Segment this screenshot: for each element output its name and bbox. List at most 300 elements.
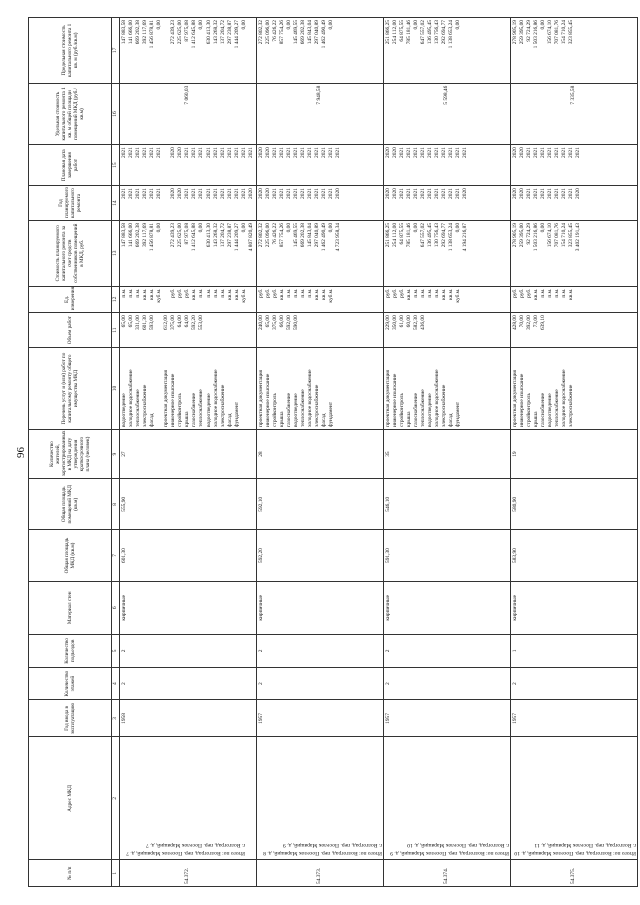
work-unit: п.м. [135, 288, 142, 298]
column-header: № п/п [29, 860, 112, 887]
cell-work-item [120, 348, 257, 430]
work-year: 2020 [257, 188, 264, 199]
cell-work-cost [256, 220, 383, 286]
work-cost: 225 096,00 [264, 222, 271, 248]
address-line: Итого по: Волгоград, пер. Поселок Марящий, д. 8 [262, 850, 382, 857]
work-volume: 229,00 [384, 315, 391, 331]
column-number: 3 [112, 700, 120, 737]
cell-area [510, 530, 637, 581]
work-cost: 0,00 [156, 222, 163, 233]
work-volume: 65,00 [128, 315, 135, 328]
limit-cost: 0,00 [240, 20, 247, 30]
work-year: 2021 [198, 188, 205, 199]
work-item: стройконтроль [525, 393, 532, 427]
column-header: Плановая дата завершения работ [29, 145, 112, 186]
cell-entrances [256, 634, 383, 667]
work-volume: 590,00 [293, 315, 300, 331]
work-unit: куб.м. [455, 288, 462, 303]
work-item: водоотведение [293, 393, 300, 427]
work-item: холодное водоснабжение [128, 369, 135, 427]
work-cost: 297 040,89 [314, 222, 321, 248]
work-date: 2021 [413, 147, 420, 158]
work-unit: п.м. [205, 288, 212, 298]
cell-area [383, 530, 510, 581]
cell-limit-cost [510, 18, 637, 84]
work-item: проектная документация [163, 369, 170, 427]
work-year: 2020 [170, 188, 177, 199]
table-row [120, 18, 257, 887]
work-volume: 60,00 [405, 315, 412, 328]
limit-cost: 292 694,77 [441, 20, 448, 45]
work-year: 2020 [511, 188, 518, 199]
work-year: 2021 [205, 188, 212, 199]
work-item: крыша [278, 411, 285, 427]
column-number: 15 [112, 145, 120, 186]
cell-entrances [510, 634, 637, 667]
work-date: 2020 [384, 147, 391, 158]
total-date: 2021 [575, 147, 582, 158]
work-year: 2021 [455, 188, 462, 199]
work-cost: 254 112,00 [391, 222, 398, 248]
limit-cost: 278 905,19 [511, 20, 518, 45]
work-item: инженерное изыскание [170, 373, 177, 427]
work-cost: 0,00 [286, 222, 293, 233]
value-year: 1957 [257, 713, 264, 724]
work-item: проектная документация [257, 369, 264, 427]
column-header: Объем работ [29, 313, 112, 348]
work-unit: руб. [177, 288, 184, 298]
work-item: водоотведение [205, 393, 212, 427]
work-year: 2021 [540, 188, 547, 199]
row-number-cell [510, 860, 637, 887]
work-date: 2021 [240, 147, 247, 158]
work-year: 2021 [434, 188, 441, 199]
work-cost: 64 875,55 [398, 222, 405, 245]
limit-cost: 87 975,08 [184, 20, 191, 42]
work-item: проектная документация [511, 369, 518, 427]
value-entrances: 1 [511, 649, 518, 653]
table-row [256, 18, 383, 887]
cell-residents [120, 430, 257, 479]
work-date: 2021 [554, 147, 561, 158]
work-cost: 0,00 [455, 222, 462, 233]
limit-cost: 147 883,58 [121, 20, 127, 45]
work-cost: 1 412 645,88 [191, 222, 198, 252]
work-unit: руб. [511, 288, 518, 298]
limit-cost: 297 238,87 [226, 20, 233, 45]
work-volume: 64,00 [184, 315, 191, 328]
limit-cost: 272 802,32 [257, 20, 264, 45]
work-item: фасад [149, 413, 156, 427]
column-header: Общая площадь помещений МКД (кв.м) [29, 479, 112, 530]
cell-work-cost [510, 220, 637, 286]
work-year: 2021 [554, 188, 561, 199]
work-unit: куб.м. [240, 288, 247, 303]
row-number-cell [256, 860, 383, 887]
value-floors: 2 [121, 682, 127, 685]
work-unit: п.м. [427, 288, 434, 298]
column-header: Стоимость планируемого капитального ремонта за счет средств собственников помещений в МКД, руб. [29, 220, 112, 286]
column-header: Год планируемого капитального ремонта [29, 186, 112, 221]
work-item: теплоснабжение [554, 389, 561, 427]
work-year: 2020 [264, 188, 271, 199]
work-year: 2021 [135, 188, 142, 199]
cell-area [120, 530, 257, 581]
work-cost: 156 674,10 [547, 222, 554, 248]
work-unit: руб. [257, 288, 264, 298]
work-date: 2020 [511, 147, 518, 158]
cell-work-year [510, 186, 637, 221]
work-cost: 278 905,19 [511, 222, 518, 248]
work-item: стройконтроль [271, 393, 278, 427]
work-item: стройконтроль [398, 393, 405, 427]
work-unit: п.м. [434, 288, 441, 298]
work-unit: п.м. [212, 288, 219, 298]
work-date: 2021 [198, 147, 205, 158]
cell-year [256, 700, 383, 737]
work-cost: 259 395,00 [518, 222, 525, 248]
work-item: водоотведение [547, 393, 554, 427]
value-living-area: 592,10 [257, 496, 264, 512]
address-cell [510, 737, 637, 860]
cell-wall [256, 581, 383, 634]
group-gap [163, 289, 170, 311]
column-number: 1 [112, 860, 120, 887]
work-cost: 0,00 [328, 222, 335, 233]
cell-entrances [383, 634, 510, 667]
work-cost: 147 883,58 [121, 222, 127, 248]
cell-unit-cost [383, 83, 510, 144]
cell-entrances [120, 634, 257, 667]
limit-cost: 1 503 216,86 [532, 20, 539, 49]
work-cost: 137 204,72 [219, 222, 226, 248]
work-year: 2021 [441, 188, 448, 199]
limit-cost: 225 096,00 [264, 20, 271, 45]
work-cost: 630 413,30 [205, 222, 212, 248]
work-year: 2020 [384, 188, 391, 199]
column-header: Ед. измерения [29, 286, 112, 313]
work-unit: п.м. [420, 288, 427, 298]
work-volume: 592,20 [191, 315, 198, 331]
value-entrances: 2 [121, 649, 127, 653]
value-area: 592,20 [257, 548, 264, 563]
limit-cost: 0,00 [156, 20, 163, 30]
cell-work-volume [256, 313, 383, 348]
address-block [258, 739, 382, 857]
work-volume: 612,00 [163, 315, 170, 331]
table-row [383, 18, 510, 887]
work-date: 2021 [300, 147, 307, 158]
work-item: инженерное изыскание [264, 373, 271, 427]
work-year: 2021 [525, 188, 532, 199]
work-cost: 1 456 878,81 [149, 222, 156, 252]
limit-cost: 92 724,29 [525, 20, 532, 42]
address-line: г. Волгоград, пер. Поселок Марящий, д. 10 [407, 842, 509, 849]
work-year: 2021 [271, 188, 278, 199]
cell-limit-cost [256, 18, 383, 84]
row-number: 54.372. [184, 867, 191, 884]
work-volume: 240,00 [257, 315, 264, 331]
work-date: 2021 [448, 147, 455, 158]
address-cell [383, 737, 510, 860]
work-unit: п.м. [293, 288, 300, 298]
group-gap [163, 223, 170, 284]
work-volume: 64,00 [177, 315, 184, 328]
value-living-area: 555,90 [121, 496, 127, 512]
work-cost: 323 855,45 [568, 222, 575, 248]
work-unit: п.м. [554, 288, 561, 298]
limit-cost: 145 469,55 [293, 20, 300, 45]
value-wall: кирпичные [511, 595, 518, 621]
work-unit: п.м. [128, 288, 135, 298]
work-year: 2021 [532, 188, 539, 199]
work-cost: 136 495,45 [427, 222, 434, 248]
limit-cost: 225 625,00 [177, 20, 184, 45]
cell-work-date [256, 145, 383, 186]
total-date: 2021 [462, 147, 469, 158]
limit-cost: 0,00 [286, 20, 293, 30]
work-year: 2021 [233, 188, 240, 199]
work-date: 2021 [328, 147, 335, 158]
cell-wall [510, 581, 637, 634]
work-year: 2021 [314, 188, 321, 199]
work-year: 2020 [518, 188, 525, 199]
page-number: 96 [15, 447, 27, 458]
cell-work-item [383, 348, 510, 430]
work-item: водоотведение [121, 393, 127, 427]
cell-work-date [120, 145, 257, 186]
address-block [385, 739, 509, 857]
work-cost: 92 724,29 [525, 222, 532, 245]
cell-work-date [383, 145, 510, 186]
work-cost: 76 426,22 [271, 222, 278, 245]
limit-cost: 647 557,02 [420, 20, 427, 45]
work-year: 2021 [321, 188, 328, 199]
work-cost: 141 666,00 [128, 222, 135, 248]
work-cost: 145 843,04 [307, 222, 314, 248]
work-date: 2021 [121, 147, 127, 158]
total-year: 2020 [335, 188, 342, 199]
work-unit: п.м. [219, 288, 226, 298]
row-number-cell [383, 860, 510, 887]
row-number: 54.373. [316, 867, 323, 884]
address-cell [120, 737, 257, 860]
work-cost: 143 268,32 [212, 222, 219, 248]
total-date: 2021 [335, 147, 342, 158]
total-cost: 4 194 216,87 [462, 222, 469, 252]
work-unit: кв.м. [321, 288, 328, 300]
work-unit: руб. [170, 288, 177, 298]
value-area: 601,30 [121, 548, 127, 563]
limit-cost: 137 204,72 [219, 20, 226, 45]
work-year: 2021 [219, 188, 226, 199]
work-year: 2021 [448, 188, 455, 199]
work-volume: 592,00 [286, 315, 293, 331]
value-floors: 2 [257, 682, 264, 685]
total-year: 2020 [247, 188, 254, 199]
work-unit: руб. [518, 288, 525, 298]
work-cost: 1 138 653,24 [448, 222, 455, 252]
work-date: 2020 [170, 147, 177, 158]
limit-cost: 251 866,25 [384, 20, 391, 45]
column-number: 10 [112, 348, 120, 430]
work-volume: 639,10 [540, 315, 547, 331]
work-item: фасад [321, 413, 328, 427]
limit-cost: 156 674,10 [547, 20, 554, 45]
cell-unit-cost [120, 83, 257, 144]
work-volume: 601,30 [142, 315, 149, 331]
work-volume: 73,00 [532, 315, 539, 328]
work-cost: 0,00 [198, 222, 205, 233]
work-unit: кв.м. [149, 288, 156, 300]
limit-cost: 145 843,04 [307, 20, 314, 45]
work-date: 2020 [391, 147, 398, 158]
cell-living-area [510, 479, 637, 530]
work-item: теплоснабжение [135, 389, 142, 427]
value-floors: 2 [384, 682, 391, 685]
work-volume: 582,30 [413, 315, 420, 331]
limit-cost: 707 081,76 [554, 20, 561, 45]
cell-living-area [120, 479, 257, 530]
column-header: Общая площадь МКД (кв.м) [29, 530, 112, 581]
cell-work-volume [383, 313, 510, 348]
work-cost: 669 202,38 [135, 222, 142, 248]
work-item: инженерное изыскание [518, 373, 525, 427]
limit-cost: 254 112,00 [391, 20, 398, 45]
cell-living-area [383, 479, 510, 530]
work-year: 2021 [427, 188, 434, 199]
work-date: 2021 [286, 147, 293, 158]
work-unit: куб.м. [328, 288, 335, 303]
work-date: 2021 [226, 147, 233, 158]
value-entrances: 2 [257, 649, 264, 653]
cell-work-unit [256, 286, 383, 313]
cell-year [120, 700, 257, 737]
work-volume: 61,00 [398, 315, 405, 328]
column-header: Год ввода в эксплуатацию [29, 700, 112, 737]
cell-year [510, 700, 637, 737]
work-date: 2021 [561, 147, 568, 158]
work-cost: 785 181,46 [405, 222, 412, 248]
work-date: 2021 [205, 147, 212, 158]
work-year: 2021 [278, 188, 285, 199]
cell-work-cost [120, 220, 257, 286]
work-item: холодное водоснабжение [561, 369, 568, 427]
work-item: газоснабжение [286, 392, 293, 427]
work-cost: 272 439,23 [170, 222, 177, 248]
work-item: водоотведение [427, 393, 434, 427]
column-number: 8 [112, 479, 120, 530]
work-date: 2021 [278, 147, 285, 158]
work-date: 2020 [177, 147, 184, 158]
limit-cost: 669 202,38 [300, 20, 307, 45]
limit-cost: 272 439,23 [170, 20, 177, 45]
limit-cost: 1 444 209,27 [233, 20, 240, 49]
work-unit: руб. [525, 288, 532, 298]
work-volume: 593,00 [149, 315, 156, 331]
work-date: 2021 [135, 147, 142, 158]
work-cost: 0,00 [540, 222, 547, 233]
address-block [512, 739, 636, 857]
limit-cost: 1 138 653,24 [448, 20, 455, 49]
address-line: г. Волгоград, пер. Поселок Марящий, д. 9 [282, 842, 382, 849]
work-date: 2021 [532, 147, 539, 158]
work-volume: 375,00 [170, 315, 177, 331]
work-year: 2021 [413, 188, 420, 199]
work-unit: кв.м. [191, 288, 198, 300]
work-date: 2021 [427, 147, 434, 158]
group-gap [156, 315, 163, 345]
work-year: 2021 [405, 188, 412, 199]
cell-unit-cost [510, 83, 637, 144]
row-number: 54.375. [570, 867, 577, 884]
limit-cost: 1 456 878,81 [149, 20, 156, 49]
value-residents: 35 [384, 451, 391, 457]
work-year: 2020 [177, 188, 184, 199]
value-floors: 2 [511, 682, 518, 685]
limit-cost: 857 754,26 [278, 20, 285, 45]
column-number: 2 [112, 737, 120, 860]
work-year: 2021 [191, 188, 198, 199]
work-item: фасад [226, 413, 233, 427]
limit-cost: 0,00 [540, 20, 547, 30]
work-item: теплоснабжение [420, 389, 427, 427]
limit-cost: 0,00 [198, 20, 205, 30]
value-residents: 19 [511, 451, 518, 457]
work-volume: 350,00 [391, 315, 398, 331]
cell-work-unit [383, 286, 510, 313]
cell-work-volume [510, 313, 637, 348]
work-date: 2021 [233, 147, 240, 158]
repair-plan-table [28, 17, 638, 887]
work-cost: 669 202,38 [300, 222, 307, 248]
work-year: 2021 [149, 188, 156, 199]
work-date: 2021 [212, 147, 219, 158]
column-number: 11 [112, 313, 120, 348]
column-number: 13 [112, 220, 120, 286]
work-unit: кв.м. [142, 288, 149, 300]
work-date: 2021 [540, 147, 547, 158]
limit-cost: 1 412 645,88 [191, 20, 198, 49]
work-cost: 857 754,26 [278, 222, 285, 248]
limit-cost: 323 855,45 [568, 20, 575, 45]
column-header: Предельная стоимость капитального ремонта 1 кв. м (руб./кв.м) [29, 18, 112, 84]
work-date: 2021 [434, 147, 441, 158]
work-year: 2021 [142, 188, 149, 199]
group-gap [163, 188, 170, 218]
work-date: 2021 [149, 147, 156, 158]
work-date: 2021 [219, 147, 226, 158]
column-number: 14 [112, 186, 120, 221]
cell-living-area [256, 479, 383, 530]
work-item: электроснабжение [314, 384, 321, 427]
limit-cost: 154 710,24 [561, 20, 568, 45]
work-date: 2021 [547, 147, 554, 158]
cell-residents [256, 430, 383, 479]
work-item: теплоснабжение [300, 389, 307, 427]
work-item: крыша [184, 411, 191, 427]
work-unit: кв.м. [314, 288, 321, 300]
work-year: 2021 [568, 188, 575, 199]
work-item: инженерное изыскание [391, 373, 398, 427]
work-cost: 0,00 [413, 222, 420, 233]
work-unit: кв.м. [568, 288, 575, 300]
address-line: Итого по: Волгоград, пер. Поселок Марящий, д. 7 [126, 850, 245, 857]
work-item: фундамент [455, 401, 462, 427]
work-volume: 66,00 [278, 315, 285, 328]
work-cost: 145 469,55 [293, 222, 300, 248]
work-unit: кв.м. [405, 288, 412, 300]
